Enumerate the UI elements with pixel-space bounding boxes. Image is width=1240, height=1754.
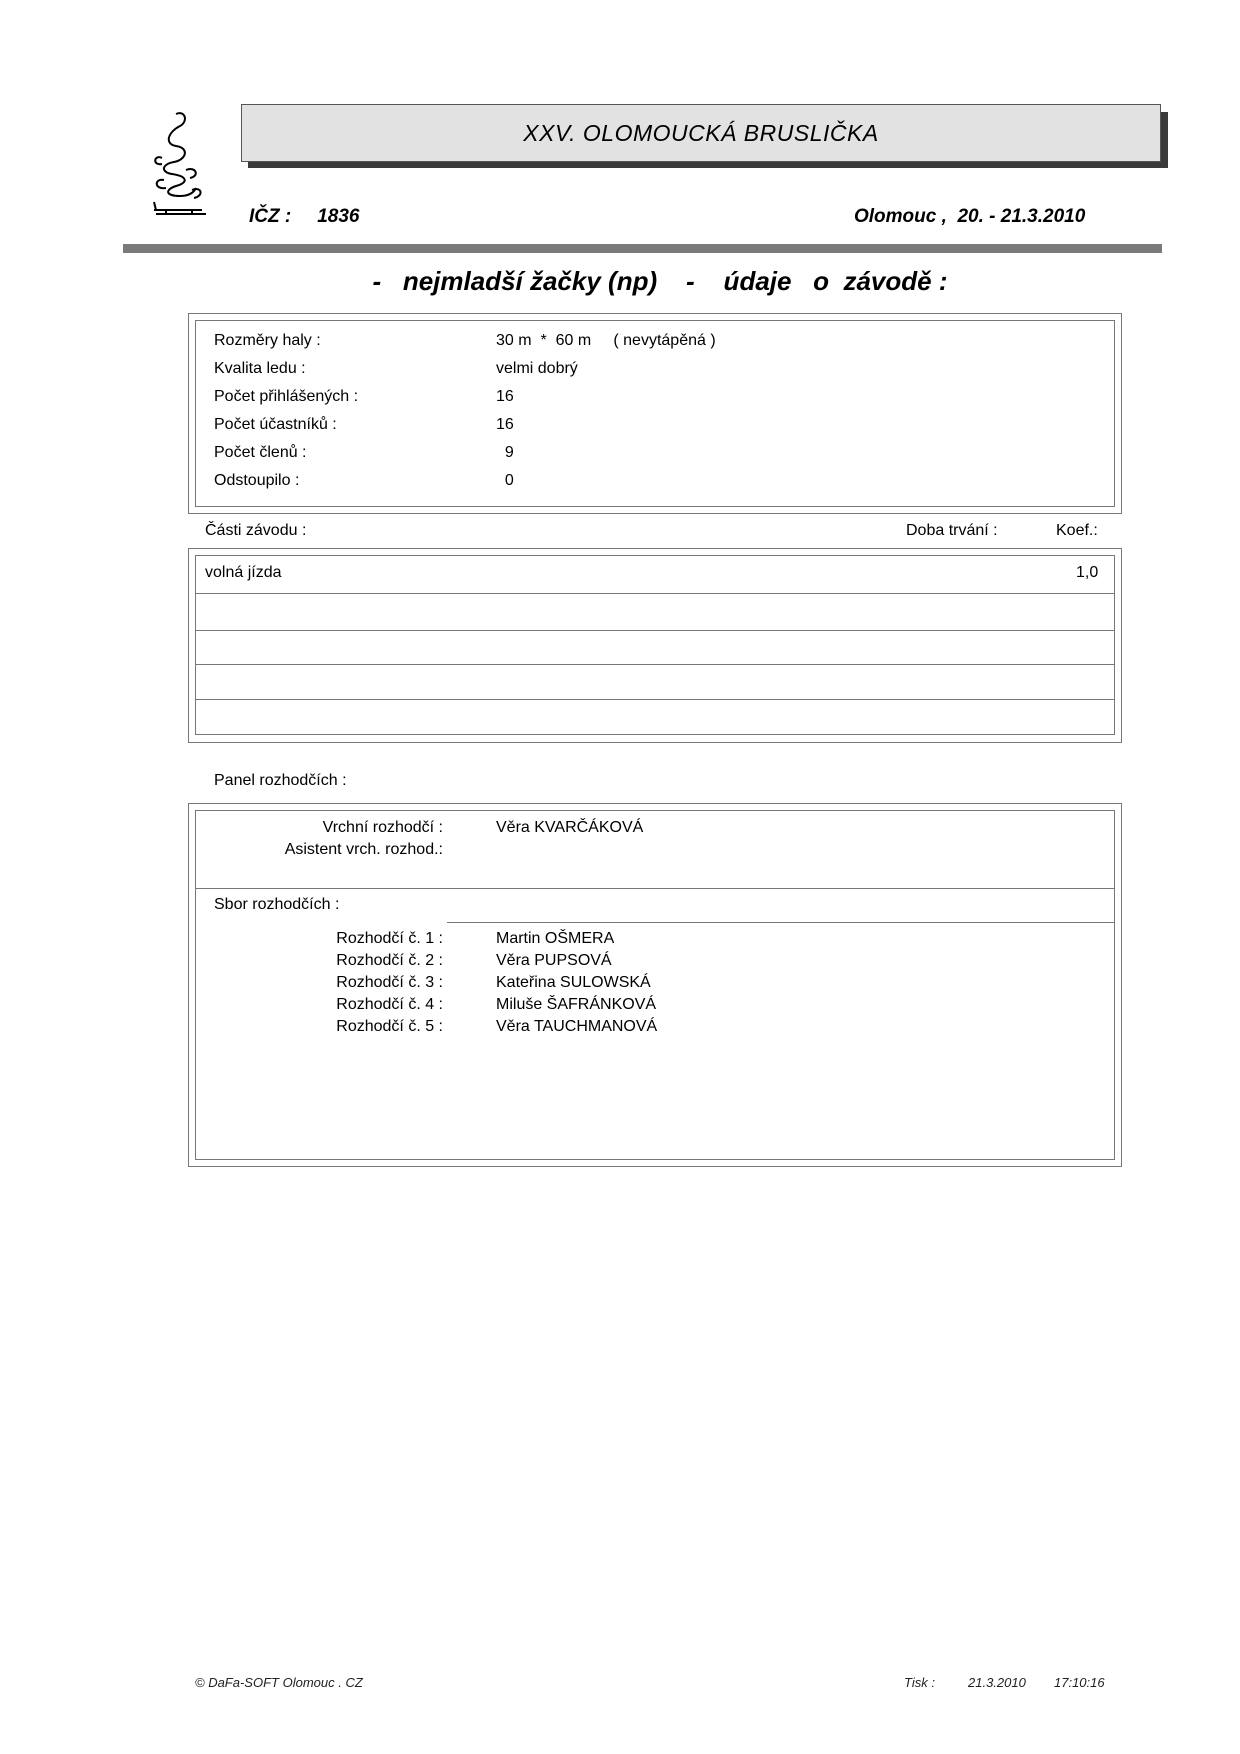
info-value-members: 9 [496, 444, 514, 461]
part-name: volná jízda [205, 564, 282, 581]
page-subtitle: - nejmladší žačky (np) - údaje o závodě : [372, 266, 948, 296]
judges-header: Sbor rozhodčích : [214, 896, 340, 913]
judge-label: Rozhodčí č. 1 : [336, 930, 443, 947]
judge-name: Věra TAUCHMANOVÁ [496, 1018, 658, 1035]
parts-header-label: Části závodu : [205, 522, 307, 539]
info-label-withdrawn: Odstoupilo : [214, 472, 300, 489]
info-label-members: Počet členů : [214, 444, 307, 461]
parts-coef-label: Koef.: [1056, 522, 1098, 539]
panel-header: Panel rozhodčích : [214, 772, 347, 789]
panel-divider [447, 922, 1115, 923]
parts-duration-label: Doba trvání : [906, 522, 998, 539]
referee-label: Vrchní rozhodčí : [322, 819, 443, 836]
header-divider [123, 244, 1162, 253]
figure-skater-logo-icon [146, 110, 208, 222]
judge-label: Rozhodčí č. 3 : [336, 974, 443, 991]
parts-row-divider [195, 699, 1115, 700]
icz-line [249, 206, 360, 228]
judge-label: Rozhodčí č. 4 : [336, 996, 443, 1013]
info-label-registered: Počet přihlášených : [214, 388, 359, 405]
assistant-label: Asistent vrch. rozhod.: [284, 841, 443, 858]
info-value-hall: 30 m * 60 m ( nevytápěná ) [496, 332, 716, 349]
footer-copyright: © DaFa-SOFT Olomouc . CZ [195, 1675, 363, 1690]
judge-name: Martin OŠMERA [496, 930, 615, 947]
panel-divider [195, 888, 1115, 889]
footer-print-date: 21.3.2010 [968, 1675, 1026, 1690]
judge-label: Rozhodčí č. 5 : [336, 1018, 443, 1035]
icz-value: 1836 [317, 206, 360, 227]
icz-label: IČZ : [249, 206, 292, 227]
parts-row-divider [195, 593, 1115, 594]
parts-table [195, 555, 1115, 735]
referee-name: Věra KVARČÁKOVÁ [496, 819, 644, 836]
info-value-registered: 16 [496, 388, 514, 405]
parts-row-divider [195, 664, 1115, 665]
info-value-ice: velmi dobrý [496, 360, 578, 377]
parts-row-divider [195, 630, 1115, 631]
judge-name: Věra PUPSOVÁ [496, 952, 612, 969]
footer-print-label: Tisk : [904, 1675, 935, 1690]
info-label-participants: Počet účastníků : [214, 416, 337, 433]
event-title: XXV. OLOMOUCKÁ BRUSLIČKA [241, 104, 1161, 162]
judge-name: Miluše ŠAFRÁNKOVÁ [496, 996, 657, 1013]
judge-label: Rozhodčí č. 2 : [336, 952, 443, 969]
info-value-participants: 16 [496, 416, 514, 433]
part-coef: 1,0 [1076, 564, 1099, 581]
judge-name: Kateřina SULOWSKÁ [496, 974, 651, 991]
place-date: Olomouc , 20. - 21.3.2010 [854, 206, 1086, 227]
info-label-hall: Rozměry haly : [214, 332, 321, 349]
panel-box [195, 810, 1115, 1160]
footer-print-time: 17:10:16 [1054, 1675, 1105, 1690]
info-label-ice: Kvalita ledu : [214, 360, 306, 377]
info-value-withdrawn: 0 [496, 472, 514, 489]
